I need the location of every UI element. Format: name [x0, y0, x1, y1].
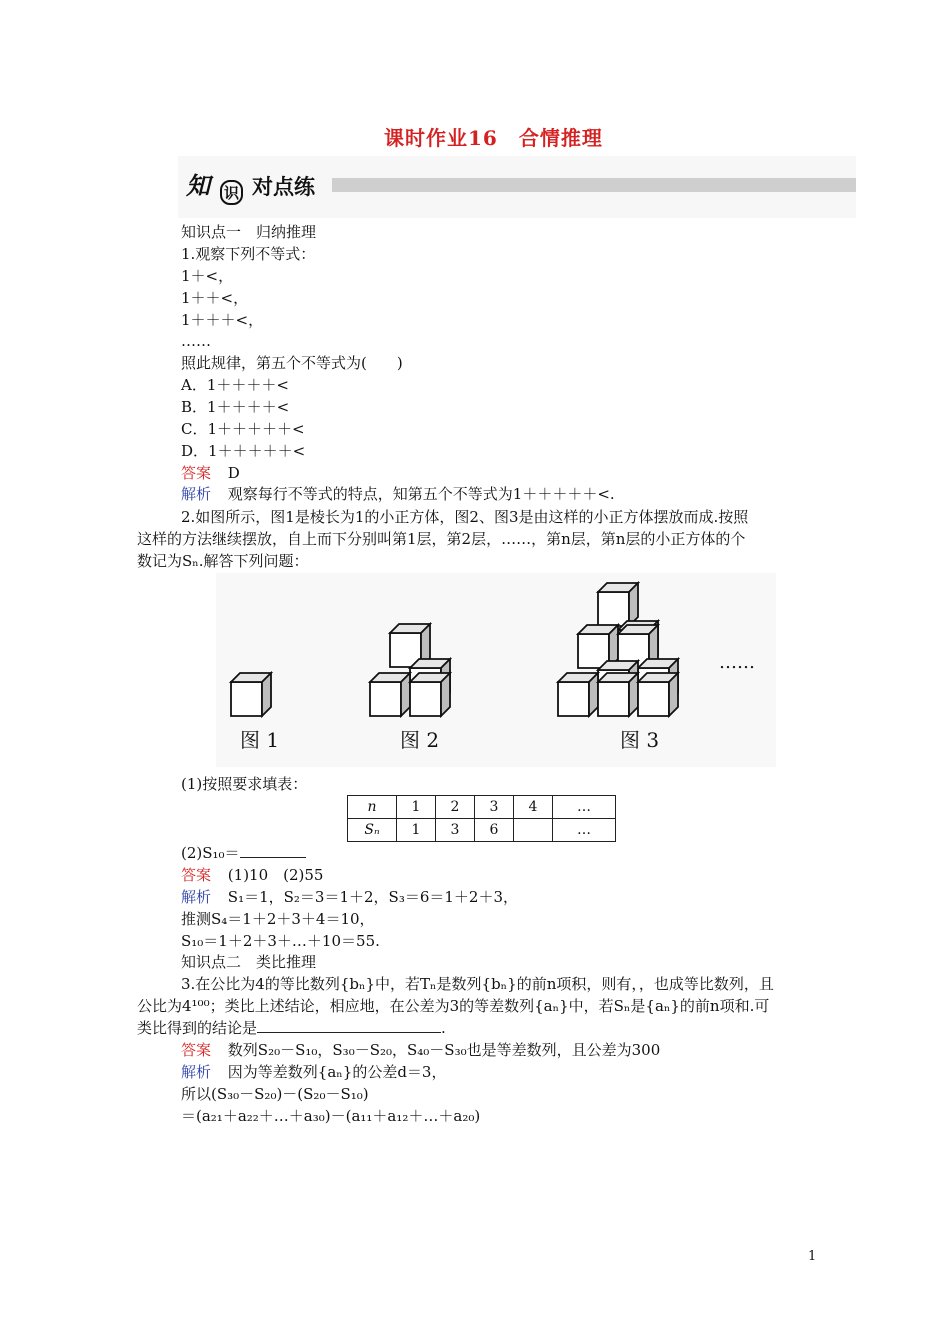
option-d: D．1＋＋＋＋＋<	[181, 442, 306, 460]
answer-label: 答案	[181, 1041, 212, 1059]
table-cell: 3	[436, 819, 475, 842]
table-cell: Sₙ	[348, 819, 397, 842]
answer-text: (1)10 (2)55	[227, 866, 324, 884]
answer-blank	[240, 857, 306, 858]
banner-stamp-zhi: 知	[186, 171, 210, 200]
table-cell: n	[348, 796, 397, 819]
page-title: 课时作业16 合情推理	[384, 126, 603, 150]
table-cell: 2	[436, 796, 475, 819]
table-cell: 4	[514, 796, 553, 819]
question-ask: 照此规律，第五个不等式为( )	[181, 354, 403, 372]
question-stem: 类比得到的结论是	[137, 1019, 258, 1037]
banner-stamp-shi: 识	[220, 180, 243, 205]
analysis-text: 推测S₄＝1＋2＋3＋4＝10，	[181, 910, 375, 928]
table-row	[348, 796, 616, 819]
question-stem: 2.如图所示，图1是棱长为1的小正方体，图2、图3是由这样的小正方体摆放而成.按照	[181, 508, 749, 526]
option-a: A．1＋＋＋＋<	[181, 376, 289, 394]
question-stem: 1.观察下列不等式：	[181, 245, 316, 263]
section-heading: 知识点一 归纳推理	[181, 223, 317, 241]
table-cell: 1	[397, 819, 436, 842]
analysis-label: 解析	[181, 485, 212, 503]
page-number: 1	[808, 1249, 817, 1264]
table-cell: 3	[475, 796, 514, 819]
ellipsis-line: ……	[181, 332, 211, 350]
table-cell: …	[553, 796, 616, 819]
part-1-prompt: (1)按照要求填表：	[181, 775, 308, 793]
answer-blank	[257, 1032, 441, 1033]
figure-label-3: 图 3	[620, 728, 660, 752]
answer-label: 答案	[181, 464, 212, 482]
analysis-text: 因为等差数列{aₙ}的公差d＝3，	[227, 1063, 447, 1081]
figure-label-2: 图 2	[400, 728, 440, 752]
inequality-line: 1＋＋<，	[181, 289, 249, 307]
figure-2-cubes	[370, 624, 450, 716]
analysis-label: 解析	[181, 888, 212, 906]
question-stem: 这样的方法继续摆放，自上而下分别叫第1层，第2层，……，第n层，第n层的小正方体的个	[137, 530, 746, 548]
section-heading: 知识点二 类比推理	[181, 953, 317, 971]
question-stem: 公比为4¹⁰⁰；类比上述结论，相应地，在公差为3的等差数列{aₙ}中，若Sₙ是{aₙ}的前n项和.可	[137, 997, 770, 1015]
question-stem: 数记为Sₙ.解答下列问题：	[137, 552, 309, 570]
figure-3-cubes	[558, 583, 678, 716]
part-2-prompt: (2)S₁₀＝	[181, 844, 240, 862]
analysis-text: ＝(a₂₁＋a₂₂＋…＋a₃₀)－(a₁₁＋a₁₂＋…＋a₂₀)	[181, 1107, 481, 1125]
analysis-text: 所以(S₃₀－S₂₀)－(S₂₀－S₁₀)	[181, 1085, 369, 1103]
figure-ellipsis: ……	[719, 652, 755, 673]
inequality-line: 1＋＋＋<，	[181, 311, 264, 329]
banner-bar	[332, 178, 856, 192]
table-cell: 1	[397, 796, 436, 819]
table-cell	[514, 819, 553, 842]
table-row	[348, 819, 616, 842]
inequality-line: 1＋<，	[181, 267, 234, 285]
answer-text: 数列S₂₀－S₁₀，S₃₀－S₂₀，S₄₀－S₃₀也是等差数列，且公差为300	[227, 1041, 661, 1059]
question-stem: 3.在公比为4的等比数列{bₙ}中，若Tₙ是数列{bₙ}的前n项积，则有，，也成等比数列，且	[181, 975, 774, 993]
table-cell: 6	[475, 819, 514, 842]
banner-label: 对点练	[252, 174, 315, 199]
question-stem-end: .	[441, 1019, 446, 1037]
answer-text: D	[227, 464, 240, 482]
option-c: C．1＋＋＋＋＋<	[181, 420, 305, 438]
cube-figure	[216, 573, 776, 767]
analysis-label: 解析	[181, 1063, 212, 1081]
analysis-text: S₁₀＝1＋2＋3＋…＋10＝55.	[181, 932, 380, 950]
option-b: B．1＋＋＋＋<	[181, 398, 290, 416]
sn-table	[347, 795, 616, 842]
answer-label: 答案	[181, 866, 212, 884]
analysis-text: S₁＝1，S₂＝3＝1＋2，S₃＝6＝1＋2＋3，	[227, 888, 519, 906]
table-cell: …	[553, 819, 616, 842]
figure-label-1: 图 1	[240, 728, 280, 752]
analysis-text: 观察每行不等式的特点，知第五个不等式为1＋＋＋＋＋<.	[227, 485, 615, 503]
figure-1-cubes	[231, 673, 271, 716]
